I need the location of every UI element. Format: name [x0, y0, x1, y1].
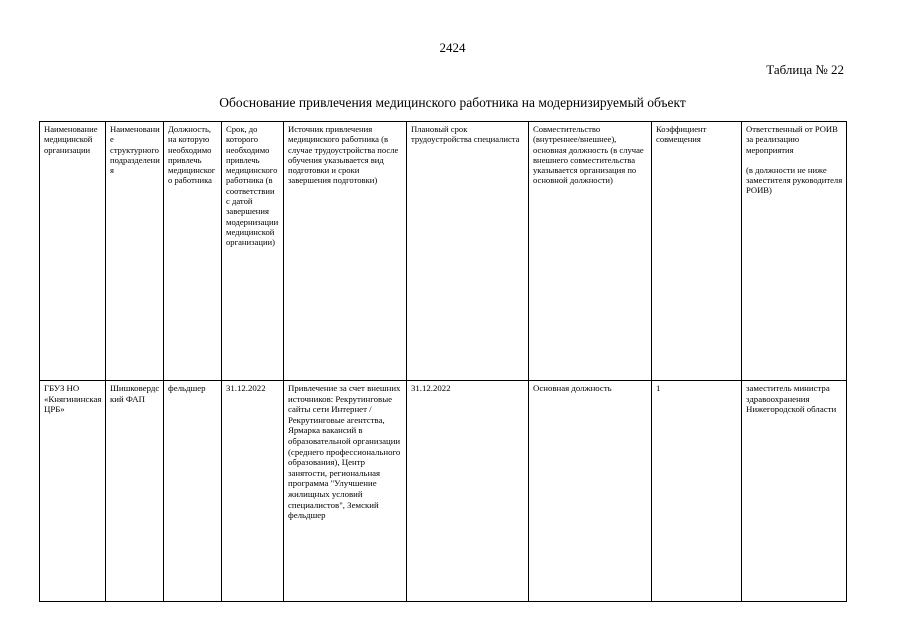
document-title: Обоснование привлечения медицинского работника на модернизируемый объект	[219, 95, 686, 110]
header-cell	[284, 122, 407, 381]
table-cell: фельдшер	[164, 381, 222, 602]
page-number: 2424	[439, 40, 466, 55]
table-cell: 1	[652, 381, 742, 602]
header-text: Срок, до которого необходимо привлечь медицинского работника (в соответствии с датой завершения модернизации медицинской организации)	[226, 124, 279, 248]
table-cell: заместитель министра здравоохранения Нижегородской области	[742, 381, 847, 602]
header-text: Плановый срок трудоустройства специалиста	[411, 124, 520, 145]
header-cell	[106, 122, 164, 381]
header-text: Ответственный от РОИВ за реализацию мероприятия	[746, 124, 838, 155]
header-cell	[652, 122, 742, 381]
table-cell: Шишковердский ФАП	[106, 381, 164, 602]
header-text-note: (в должности не ниже заместителя руководителя РОИВ)	[746, 164, 843, 196]
header-cell	[529, 122, 652, 381]
table-cell: 31.12.2022	[222, 381, 284, 602]
table-cell: ГБУЗ НО «Княгининская ЦРБ»	[40, 381, 106, 602]
table-label: Таблица № 22	[766, 62, 844, 77]
header-cell	[222, 122, 284, 381]
header-cell	[407, 122, 529, 381]
header-text: Наименование структурного подразделения	[110, 124, 160, 176]
header-cell	[742, 122, 847, 381]
table-row	[40, 381, 847, 602]
justification-table	[39, 121, 847, 602]
table-cell: Основная должность	[529, 381, 652, 602]
header-text: Должность, на которую необходимо привлечь медицинского работника	[168, 124, 216, 186]
header-cell	[40, 122, 106, 381]
header-text: Коэффициент совмещения	[656, 124, 707, 145]
header-text: Совместительство (внутреннее/внешнее), основная должность (в случае внешнего совместительства указывается организация по основной должности)	[533, 124, 644, 186]
table-cell: 31.12.2022	[407, 381, 529, 602]
table-header-row	[40, 122, 847, 381]
header-text: Источник привлечения медицинского работника (в случае трудоустройства после обучения указывается вид подготовки и сроки завершения подготовки)	[288, 124, 399, 186]
header-cell	[164, 122, 222, 381]
header-text: Наименование медицинской организации	[44, 124, 98, 155]
table-cell: Привлечение за счет внешних источников: Рекрутинговые сайты сети Интернет / Рекрутинговые агентства, Ярмарка вакансий в образовательной организации (среднего профессионального образования), Центр занятости, региональная программа "Улучшение жилищных условий специалистов", Земский фельдшер	[284, 381, 407, 602]
